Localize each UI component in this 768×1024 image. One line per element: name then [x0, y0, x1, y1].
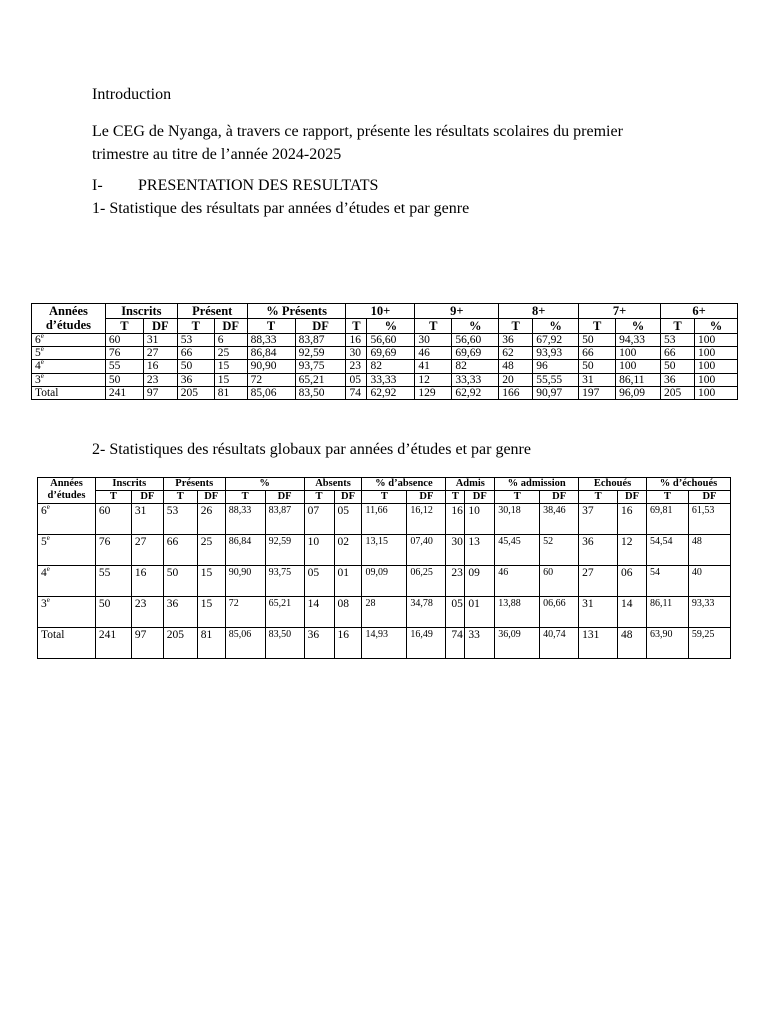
intro-paragraph: Le CEG de Nyanga, à travers ce rapport, présente les résultats scolaires du premier trimestre au titre de l’année 2024-2025 [92, 123, 623, 163]
table-cell: 100 [694, 373, 737, 386]
table-cell: 82 [452, 360, 499, 373]
table-cell: 30 [346, 347, 367, 360]
column-subheader: T [661, 319, 695, 334]
column-group-header: % d’échoués [646, 478, 730, 491]
table-cell: 81 [197, 628, 225, 659]
table-cell: 20 [499, 373, 533, 386]
column-group-header: Absents [304, 478, 362, 491]
column-subheader: T [247, 319, 295, 334]
table-cell: 76 [95, 535, 131, 566]
table-cell: 30 [446, 535, 465, 566]
column-group-header: % admission [495, 478, 579, 491]
row-label-suffix: e [40, 371, 44, 380]
column-group-header: Admis [446, 478, 495, 491]
table-cell: 50 [661, 360, 695, 373]
table-cell: 16,12 [407, 504, 446, 535]
column-subheader: % [452, 319, 499, 334]
table-cell: 01 [465, 597, 495, 628]
column-group-header: 10+ [346, 304, 415, 319]
table-cell: 90,90 [225, 566, 265, 597]
column-group-header: 6+ [661, 304, 738, 319]
table-cell: 23 [346, 360, 367, 373]
table-cell: 66 [177, 347, 214, 360]
section-number: I- [92, 177, 103, 194]
table-cell: 07,40 [407, 535, 446, 566]
table-cell: 46 [495, 566, 540, 597]
table-row [38, 504, 731, 535]
table-cell: 55 [95, 566, 131, 597]
table-cell: 65,21 [295, 373, 346, 386]
column-subheader: T [304, 491, 334, 504]
column-group-header: 8+ [499, 304, 579, 319]
column-subheader: DF [295, 319, 346, 334]
table-cell: 50 [95, 597, 131, 628]
table-cell: 14 [618, 597, 647, 628]
table-cell: 197 [579, 386, 616, 399]
table-cell: 96 [533, 360, 579, 373]
row-label [32, 386, 106, 399]
table-cell: 93,75 [295, 360, 346, 373]
column-subheader: T [646, 491, 688, 504]
table-cell: 31 [131, 504, 163, 535]
table-cell: 15 [197, 597, 225, 628]
table-cell: 02 [334, 535, 362, 566]
table-cell: 26 [197, 504, 225, 535]
table-cell: 166 [499, 386, 533, 399]
table-cell: 05 [446, 597, 465, 628]
table-cell: 33,33 [452, 373, 499, 386]
table-cell: 94,33 [616, 334, 661, 347]
column-subheader: T [579, 319, 616, 334]
table-cell: 36,09 [495, 628, 540, 659]
table-cell: 90,97 [533, 386, 579, 399]
table-cell: 31 [579, 597, 618, 628]
table-cell: 86,11 [646, 597, 688, 628]
column-subheader: DF [143, 319, 177, 334]
table-cell: 06 [618, 566, 647, 597]
table-cell: 205 [661, 386, 695, 399]
row-label [38, 597, 96, 628]
table-cell: 241 [95, 628, 131, 659]
table-cell: 100 [694, 386, 737, 399]
row-label-suffix: e [46, 503, 50, 512]
table-cell: 56,60 [367, 334, 415, 347]
table-cell: 100 [694, 360, 737, 373]
table-cell: 83,50 [265, 628, 304, 659]
table-cell: 12 [618, 535, 647, 566]
column-subheader: T [177, 319, 214, 334]
row-label [32, 373, 106, 386]
column-subheader: T [499, 319, 533, 334]
subsection-2-title: 2- Statistiques des résultats globaux par années d’études et par genre [92, 441, 531, 458]
column-subheader: % [533, 319, 579, 334]
column-group-header: Présent [177, 304, 247, 319]
results-by-year-table [31, 303, 738, 400]
table-cell: 53 [177, 334, 214, 347]
table-row [32, 386, 738, 399]
table-cell: 69,69 [367, 347, 415, 360]
table-cell: 12 [415, 373, 452, 386]
row-label-text: 3 [35, 373, 41, 386]
row-label-text: 3 [41, 598, 47, 610]
table-cell: 27 [579, 566, 618, 597]
column-subheader: T [495, 491, 540, 504]
table-cell: 36 [163, 597, 197, 628]
table-cell: 93,93 [533, 347, 579, 360]
row-label-text: 6 [41, 505, 47, 517]
table-row [38, 566, 731, 597]
table-row [38, 628, 731, 659]
table-cell: 31 [143, 334, 177, 347]
table-cell: 15 [214, 373, 247, 386]
table-cell: 63,90 [646, 628, 688, 659]
table-cell: 62 [499, 347, 533, 360]
table-cell: 81 [214, 386, 247, 399]
table-cell: 10 [465, 504, 495, 535]
table-cell: 60 [540, 566, 579, 597]
table-cell: 74 [446, 628, 465, 659]
column-subheader: DF [265, 491, 304, 504]
row-label-suffix: e [40, 345, 44, 354]
table-cell: 93,75 [265, 566, 304, 597]
table-cell: 83,87 [295, 334, 346, 347]
table-row [32, 360, 738, 373]
table-cell: 25 [214, 347, 247, 360]
table-cell: 50 [177, 360, 214, 373]
column-subheader: DF [214, 319, 247, 334]
table-cell: 72 [225, 597, 265, 628]
table-cell: 72 [247, 373, 295, 386]
table-cell: 86,11 [616, 373, 661, 386]
column-group-header: % Présents [247, 304, 346, 319]
table-cell: 36 [304, 628, 334, 659]
table-cell: 83,87 [265, 504, 304, 535]
table-cell: 88,33 [225, 504, 265, 535]
table-cell: 05 [304, 566, 334, 597]
column-subheader: T [346, 319, 367, 334]
row-label [38, 566, 96, 597]
table-cell: 82 [367, 360, 415, 373]
table-cell: 16 [446, 504, 465, 535]
table-cell: 53 [163, 504, 197, 535]
column-subheader: DF [540, 491, 579, 504]
table-cell: 61,53 [688, 504, 730, 535]
table-cell: 85,06 [225, 628, 265, 659]
table-cell: 65,21 [265, 597, 304, 628]
row-label [38, 628, 96, 659]
table-cell: 23 [131, 597, 163, 628]
table-cell: 129 [415, 386, 452, 399]
column-subheader: % [367, 319, 415, 334]
table-cell: 16 [334, 628, 362, 659]
table-cell: 69,69 [452, 347, 499, 360]
table-cell: 16 [143, 360, 177, 373]
table-cell: 96,09 [616, 386, 661, 399]
table-cell: 15 [214, 360, 247, 373]
table-cell: 36 [177, 373, 214, 386]
table-cell: 09 [465, 566, 495, 597]
table-cell: 86,84 [247, 347, 295, 360]
table-cell: 92,59 [295, 347, 346, 360]
table-cell: 88,33 [247, 334, 295, 347]
row-label-suffix: e [40, 332, 44, 341]
table-cell: 52 [540, 535, 579, 566]
column-subheader: T [446, 491, 465, 504]
column-subheader: T [579, 491, 618, 504]
intro-title: Introduction [92, 86, 172, 103]
table-cell: 36 [661, 373, 695, 386]
table-row [32, 334, 738, 347]
table-cell: 54 [646, 566, 688, 597]
table-cell: 08 [334, 597, 362, 628]
table-cell: 14,93 [362, 628, 407, 659]
table-cell: 10 [304, 535, 334, 566]
section-title: PRESENTATION DES RESULTATS [138, 177, 379, 194]
table-cell: 01 [334, 566, 362, 597]
column-group-header: 7+ [579, 304, 661, 319]
table-cell: 100 [616, 360, 661, 373]
table-cell: 38,46 [540, 504, 579, 535]
table-cell: 85,06 [247, 386, 295, 399]
table-corner-header: Années d’études [32, 304, 106, 334]
table-cell: 205 [163, 628, 197, 659]
table-cell: 100 [616, 347, 661, 360]
table-cell: 97 [131, 628, 163, 659]
table-cell: 15 [197, 566, 225, 597]
row-label-text: 4 [35, 360, 41, 373]
table-cell: 55,55 [533, 373, 579, 386]
column-group-header: Présents [163, 478, 225, 491]
table-cell: 46 [415, 347, 452, 360]
table-cell: 56,60 [452, 334, 499, 347]
table-cell: 66 [163, 535, 197, 566]
table-cell: 45,45 [495, 535, 540, 566]
row-label-suffix: e [46, 596, 50, 605]
subsection-1-title: 1- Statistique des résultats par années d’études et par genre [92, 200, 470, 217]
row-label-suffix: e [46, 565, 50, 574]
table-cell: 31 [579, 373, 616, 386]
column-group-header: Inscrits [95, 478, 163, 491]
table-cell: 30,18 [495, 504, 540, 535]
column-subheader: DF [618, 491, 647, 504]
column-subheader: T [225, 491, 265, 504]
table-cell: 23 [143, 373, 177, 386]
section-heading [92, 177, 378, 195]
table-cell: 92,59 [265, 535, 304, 566]
table-cell: 74 [346, 386, 367, 399]
column-group-header: Inscrits [105, 304, 177, 319]
table-row [32, 347, 738, 360]
table-cell: 76 [105, 347, 143, 360]
column-subheader: T [105, 319, 143, 334]
table-cell: 205 [177, 386, 214, 399]
table-cell: 60 [105, 334, 143, 347]
table-row [38, 597, 731, 628]
table-cell: 93,33 [688, 597, 730, 628]
table-cell: 100 [694, 347, 737, 360]
table-cell: 131 [579, 628, 618, 659]
row-label-suffix: e [46, 534, 50, 543]
table-cell: 241 [105, 386, 143, 399]
table-cell: 11,66 [362, 504, 407, 535]
row-label-text: Total [41, 629, 65, 641]
table-cell: 90,90 [247, 360, 295, 373]
table-cell: 37 [579, 504, 618, 535]
table-cell: 59,25 [688, 628, 730, 659]
table-cell: 48 [688, 535, 730, 566]
table-cell: 54,54 [646, 535, 688, 566]
table-cell: 66 [661, 347, 695, 360]
column-subheader: DF [688, 491, 730, 504]
column-subheader: T [362, 491, 407, 504]
column-subheader: T [415, 319, 452, 334]
table-cell: 33,33 [367, 373, 415, 386]
table-cell: 13 [465, 535, 495, 566]
table-cell: 27 [143, 347, 177, 360]
table-cell: 23 [446, 566, 465, 597]
row-label-text: 4 [41, 567, 47, 579]
column-subheader: DF [465, 491, 495, 504]
table-cell: 53 [661, 334, 695, 347]
table-cell: 33 [465, 628, 495, 659]
table-cell: 14 [304, 597, 334, 628]
column-subheader: % [616, 319, 661, 334]
row-label [38, 504, 96, 535]
column-subheader: DF [197, 491, 225, 504]
column-subheader: T [95, 491, 131, 504]
table-cell: 100 [694, 334, 737, 347]
table-cell: 16 [618, 504, 647, 535]
table-cell: 50 [105, 373, 143, 386]
table-cell: 40,74 [540, 628, 579, 659]
table-cell: 30 [415, 334, 452, 347]
column-subheader: DF [334, 491, 362, 504]
table-cell: 62,92 [367, 386, 415, 399]
table-cell: 48 [618, 628, 647, 659]
table-cell: 16 [131, 566, 163, 597]
table-cell: 40 [688, 566, 730, 597]
table-cell: 34,78 [407, 597, 446, 628]
table-cell: 06,25 [407, 566, 446, 597]
table-cell: 67,92 [533, 334, 579, 347]
column-subheader: % [694, 319, 737, 334]
table-cell: 28 [362, 597, 407, 628]
table-row [32, 373, 738, 386]
table-row [38, 535, 731, 566]
table-cell: 05 [346, 373, 367, 386]
row-label-text: 5 [35, 347, 41, 360]
table-cell: 16,49 [407, 628, 446, 659]
table-cell: 06,66 [540, 597, 579, 628]
table-cell: 41 [415, 360, 452, 373]
table-cell: 25 [197, 535, 225, 566]
table-cell: 50 [579, 360, 616, 373]
row-label-text: 6 [35, 334, 41, 346]
column-group-header: % d’absence [362, 478, 446, 491]
table-cell: 50 [579, 334, 616, 347]
table-cell: 36 [579, 535, 618, 566]
table-cell: 07 [304, 504, 334, 535]
table-cell: 60 [95, 504, 131, 535]
table-corner-header: Années d’études [38, 478, 96, 504]
table-cell: 13,88 [495, 597, 540, 628]
table-cell: 27 [131, 535, 163, 566]
table-cell: 62,92 [452, 386, 499, 399]
column-group-header: 9+ [415, 304, 499, 319]
column-subheader: DF [131, 491, 163, 504]
global-results-table [37, 477, 731, 659]
table-cell: 50 [163, 566, 197, 597]
table-cell: 48 [499, 360, 533, 373]
row-label [38, 535, 96, 566]
table-cell: 6 [214, 334, 247, 347]
table-cell: 83,50 [295, 386, 346, 399]
table-cell: 13,15 [362, 535, 407, 566]
column-subheader: DF [407, 491, 446, 504]
row-label-text: Total [35, 386, 59, 399]
table-cell: 66 [579, 347, 616, 360]
table-cell: 86,84 [225, 535, 265, 566]
table-cell: 55 [105, 360, 143, 373]
row-label-text: 5 [41, 536, 47, 548]
table-cell: 05 [334, 504, 362, 535]
table-cell: 16 [346, 334, 367, 347]
table-cell: 69,81 [646, 504, 688, 535]
column-group-header: Echoués [579, 478, 647, 491]
table-cell: 36 [499, 334, 533, 347]
table-cell: 97 [143, 386, 177, 399]
table-cell: 09,09 [362, 566, 407, 597]
column-subheader: T [163, 491, 197, 504]
row-label-suffix: e [40, 358, 44, 367]
column-group-header: % [225, 478, 304, 491]
